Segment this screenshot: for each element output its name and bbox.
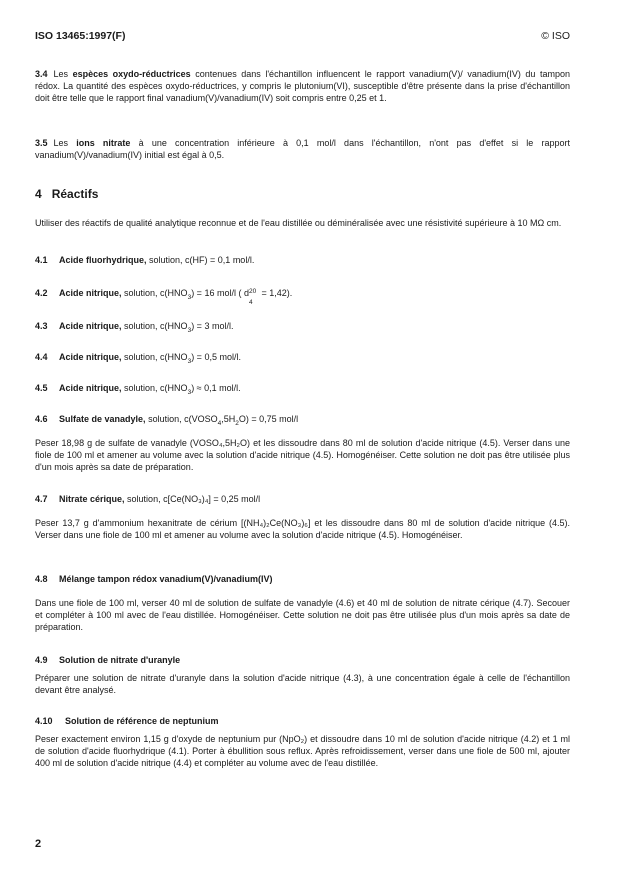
clause-4-8-body: Dans une fiole de 100 ml, verser 40 ml de solution de sulfate de vanadyle (4.6) et 40 ml de solution de nitrate cérique (4.7). Secouer et compléter à 100 ml avec de l'eau distillée. Homogénéiser. Cette solution ne doit pas être utilisée plus d'un mois après sa date de préparation. xyxy=(35,598,570,633)
clause-4-7-body: Peser 13,7 g d'ammonium hexanitrate de cérium [(NH₄)₂Ce(NO₃)₆] et les dissoudre dans 80 ml de solution d'acide nitrique (4.5). Verser dans une fiole de 100 ml et amener au volume avec la solution d'acide nitrique (4.5). Homogénéiser. xyxy=(35,518,570,541)
clause-4-10-body: Peser exactement environ 1,15 g d'oxyde de neptunium pur (NpO₂) et dissoudre dans 10 ml de solution d'acide nitrique (4.2) et 1 ml de solution d'acide fluorhydrique (4.1). Porter à ébullition sous reflux. Après refroidissement, verser dans une fiole de 500 ml, ajouter 400 ml de solution d'acide nitrique (4.4) et compléter au volume avec de l'eau distillée. xyxy=(35,734,570,769)
clause-3-4: 3.4 Les espèces oxydo-réductrices contenues dans l'échantillon influencent le rapport vanadium(V)/ vanadium(IV) du tampon rédox. La quantité des espèces oxydo-réductrices, y compris le plutonium(VI), susceptible d'être présente dans la prise d'échantillon doit être telle que le rapport final vanadium(V)/vanadium(IV) soit compris entre 0,25 et 1. xyxy=(35,69,570,104)
clause-4-5: 4.5 Acide nitrique, solution, $c(HNO_3) \approx 0,1$ mol/l. xyxy=(35,383,241,396)
clause-3-5: 3.5 Les ions nitrate à une concentration inférieure à 0,1 mol/l dans l'échantillon, n'ont pas d'effet si le rapport vanadium(V)/vanadium(IV) initial est égal à 0,5. xyxy=(35,138,570,161)
clause-4-1: 4.1 Acide fluorhydrique, solution, c(HF) = 0,1 mol/l. xyxy=(35,255,255,265)
clause-4-9-heading: 4.9 Solution de nitrate d'uranyle xyxy=(35,655,181,665)
clause-4-8-heading: 4.8 Mélange tampon rédox vanadium(V)/vanadium(IV) xyxy=(35,574,273,584)
clause-4-6-body: Peser 18,98 g de sulfate de vanadyle (VOSO₄,5H₂O) et les dissoudre dans 80 ml de solution d'acide nitrique (4.5). Verser dans une fiole de 100 ml et amener au volume avec la solution d'acide nitrique (4.5). Homogénéiser. Cette solution ne doit pas être utilisée plus d'un mois après sa date de préparation. xyxy=(35,438,570,473)
page-number: 2 xyxy=(35,838,42,850)
clause-4-2: 4.2 Acide nitrique, solution, $c(HNO_3) = 16$ mol/l ( d 20 4 = 1,42). xyxy=(35,288,293,306)
clause-4-4: 4.4 Acide nitrique, solution, $c(HNO_3) = 0,5$ mol/l. xyxy=(35,352,241,365)
clause-4-9-body: Préparer une solution de nitrate d'uranyle dans la solution d'acide nitrique (4.3), à une concentration égale à celle de l'échantillon devant être analysé. xyxy=(35,673,570,696)
clause-4-7-heading: 4.7 Nitrate cérique, solution, c[Ce(NO₃)₄] = 0,25 mol/l xyxy=(35,494,261,504)
clause-4-10-heading: 4.10 Solution de référence de neptunium xyxy=(35,716,219,726)
section-4-intro: Utiliser des réactifs de qualité analytique reconnue et de l'eau distillée ou déminéralisée avec une résistivité supérieure à 10 MΩ cm. xyxy=(35,218,562,228)
standard-reference: ISO 13465:1997(F) xyxy=(35,30,126,42)
clause-4-6-heading: 4.6 Sulfate de vanadyle, solution, $c(VOSO_4,5H_2O) = 0,75$ mol/l xyxy=(35,414,299,427)
section-heading-4: 4 Réactifs xyxy=(35,187,99,201)
copyright-notice: © ISO xyxy=(541,30,570,42)
clause-4-3: 4.3 Acide nitrique, solution, $c(HNO_3) = 3$ mol/l. xyxy=(35,321,234,334)
